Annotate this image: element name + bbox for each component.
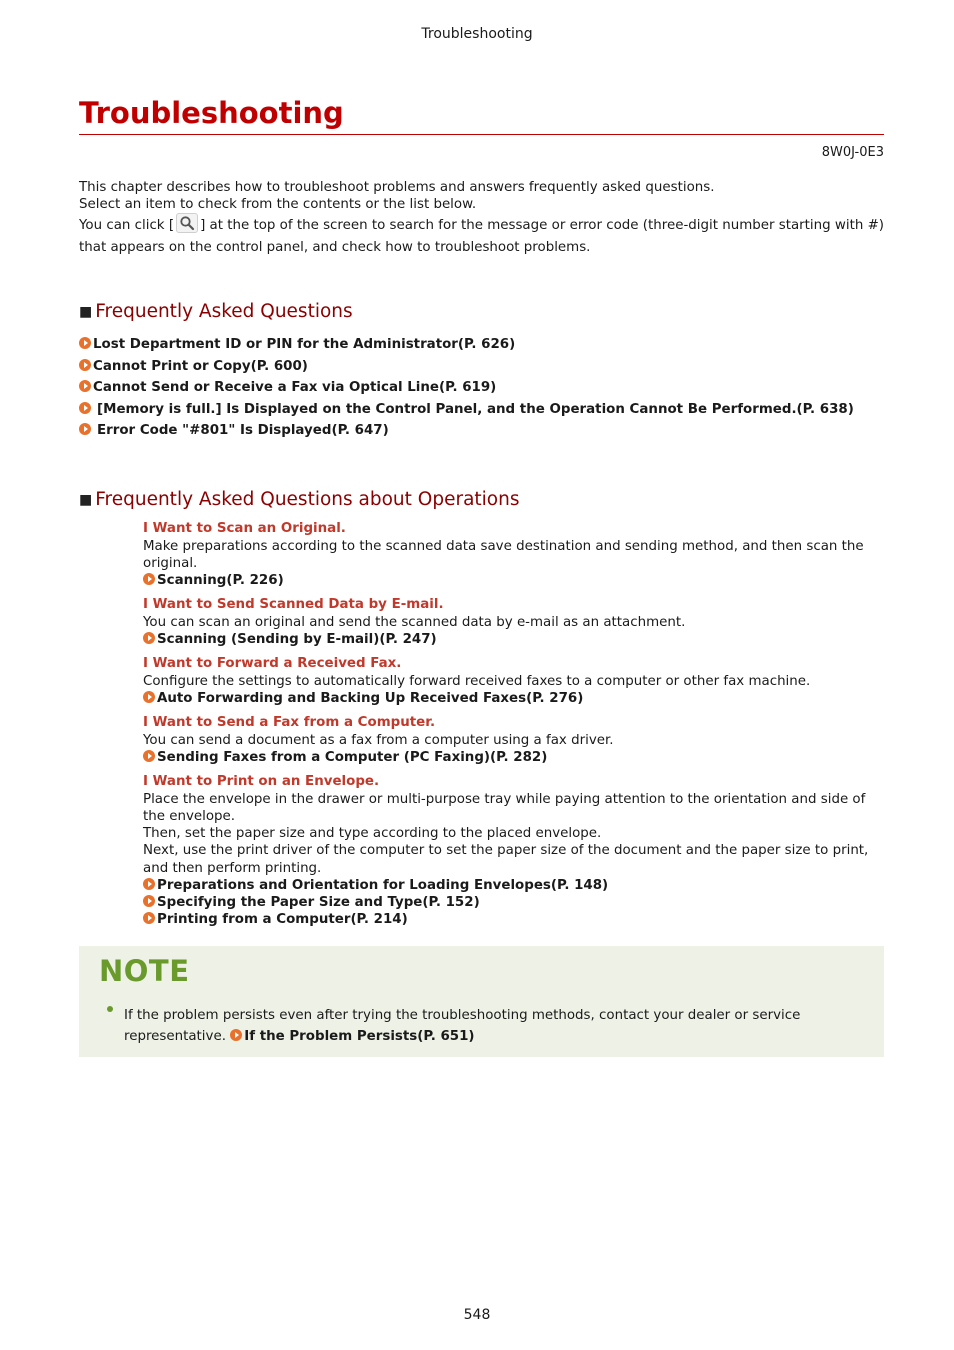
intro-line-2: Select an item to check from the contents or the list below.	[79, 197, 477, 212]
document-code: 8W0J-0E3	[821, 145, 884, 160]
square-bullet-icon: ■	[79, 492, 93, 508]
faq-link-error-801[interactable]: Error Code "#801" Is Displayed(P. 647)	[79, 420, 889, 442]
bullet-dot-icon	[107, 1006, 113, 1012]
op-link-loading-envelopes[interactable]: Preparations and Orientation for Loading Envelopes(P. 148)	[143, 877, 878, 894]
arrow-circle-icon	[79, 380, 91, 392]
op-title: I Want to Scan an Original.	[143, 521, 346, 536]
op-description: Then, set the paper size and type according to the placed envelope.	[143, 826, 602, 842]
faq-list	[79, 334, 889, 442]
note-text	[124, 1005, 864, 1047]
intro-line-3-start: You can click [	[79, 218, 175, 233]
square-bullet-icon: ■	[79, 304, 93, 320]
note-body: If the problem persists even after trying the troubleshooting methods, contact your dealer or service representative.	[124, 1008, 801, 1044]
page-number: 548	[463, 1307, 491, 1323]
arrow-circle-icon	[143, 573, 155, 585]
op-fax-from-computer	[143, 714, 878, 766]
title-rule	[79, 134, 884, 135]
ops-heading: ■ Frequently Asked Questions about Operations	[79, 489, 520, 510]
page-title: Troubleshooting	[79, 96, 344, 130]
op-title: I Want to Send Scanned Data by E-mail.	[143, 597, 444, 613]
op-send-email	[143, 596, 878, 648]
note-box	[79, 946, 884, 1057]
intro-line-3	[79, 213, 887, 259]
intro-line-1: This chapter describes how to troubleshoot problems and answers frequently asked questions.	[79, 180, 715, 195]
op-link-pc-faxing[interactable]: Sending Faxes from a Computer (PC Faxing)(P. 282)	[143, 749, 878, 766]
op-link-paper-size-type[interactable]: Specifying the Paper Size and Type(P. 152)	[143, 894, 878, 911]
intro-text	[79, 179, 887, 259]
arrow-circle-icon	[143, 895, 155, 907]
arrow-circle-icon	[143, 750, 155, 762]
note-title: NOTE	[99, 954, 190, 988]
running-header: Troubleshooting	[421, 26, 533, 42]
ops-list	[143, 520, 878, 935]
op-print-envelope	[143, 773, 878, 928]
op-title: I Want to Forward a Received Fax.	[143, 656, 402, 672]
faq-link-memory-full[interactable]: [Memory is full.] Is Displayed on the Control Panel, and the Operation Cannot Be Performed.(P. 638)	[79, 399, 889, 421]
search-icon[interactable]	[176, 213, 198, 233]
faq-link-cannot-print[interactable]: Cannot Print or Copy(P. 600)	[79, 356, 889, 378]
op-link-auto-forwarding[interactable]: Auto Forwarding and Backing Up Received Faxes(P. 276)	[143, 690, 878, 707]
op-description: Next, use the print driver of the computer to set the paper size of the document and the paper size to print, and then perform printing.	[143, 843, 869, 876]
faq-link-optical-line[interactable]: Cannot Send or Receive a Fax via Optical Line(P. 619)	[79, 377, 889, 399]
arrow-circle-icon	[79, 359, 91, 371]
op-scan-original	[143, 520, 878, 589]
op-title: I Want to Send a Fax from a Computer.	[143, 715, 436, 731]
op-link-scan-email[interactable]: Scanning (Sending by E-mail)(P. 247)	[143, 631, 878, 648]
arrow-circle-icon	[230, 1029, 242, 1041]
op-link-scanning[interactable]: Scanning(P. 226)	[143, 572, 878, 589]
op-description: Configure the settings to automatically forward received faxes to a computer or other fax machine.	[143, 673, 811, 689]
faq-link-department-id[interactable]: Lost Department ID or PIN for the Administrator(P. 626)	[79, 334, 889, 356]
op-link-printing-from-computer[interactable]: Printing from a Computer(P. 214)	[143, 911, 878, 928]
arrow-circle-icon	[79, 402, 91, 414]
arrow-circle-icon	[143, 878, 155, 890]
arrow-circle-icon	[79, 337, 91, 349]
op-forward-fax	[143, 655, 878, 707]
op-description: Make preparations according to the scanned data save destination and sending method, and then scan the original.	[143, 538, 864, 571]
note-link-problem-persists[interactable]: If the Problem Persists(P. 651)	[230, 1029, 474, 1044]
intro-line-3-end: ] at the top of the screen to search for the message or error code (three-digit number starting with #) that appears on the control panel, and check how to troubleshoot problems.	[79, 218, 885, 255]
arrow-circle-icon	[143, 912, 155, 924]
arrow-circle-icon	[143, 691, 155, 703]
arrow-circle-icon	[79, 423, 91, 435]
op-description: You can send a document as a fax from a computer using a fax driver.	[143, 732, 614, 748]
op-description: Place the envelope in the drawer or multi-purpose tray while paying attention to the orientation and side of the envelope.	[143, 791, 866, 824]
arrow-circle-icon	[143, 632, 155, 644]
op-description: You can scan an original and send the scanned data by e-mail as an attachment.	[143, 614, 686, 630]
faq-heading: ■ Frequently Asked Questions	[79, 301, 353, 322]
op-title: I Want to Print on an Envelope.	[143, 774, 380, 790]
